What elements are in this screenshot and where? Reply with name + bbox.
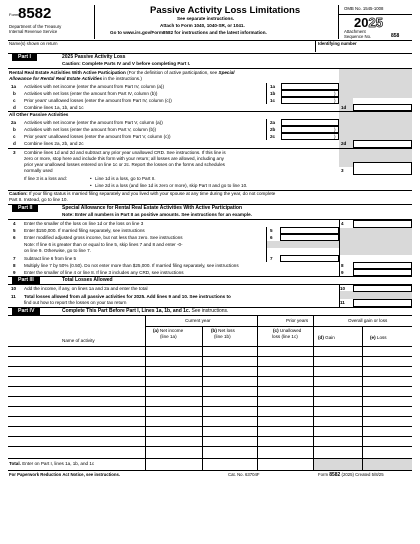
part-1-caution bbox=[62, 62, 190, 67]
part-2-note-2-line-2: on line 9. Otherwise, go to line 7. bbox=[24, 248, 91, 253]
line-1b-number: b bbox=[13, 91, 16, 96]
col-c-line-2: loss (line 1c) bbox=[272, 334, 298, 339]
line-2a-input[interactable] bbox=[281, 119, 339, 126]
line-8-text: Multiply line 7 by 50% (0.50). Do not enter more than $25,000. If married filing separately, see instructions bbox=[24, 263, 239, 268]
line-6-input[interactable] bbox=[280, 234, 339, 241]
line-3-text-3: prior year unallowed losses entered on line 1c or 2c. Report the losses on the forms and schedules bbox=[24, 162, 225, 167]
shade-col-4 bbox=[353, 149, 412, 162]
line-1a-text: Activities with net income (enter the amount from Part IV, column (a)) bbox=[24, 84, 164, 89]
shade-col-3 bbox=[353, 111, 412, 141]
tax-year bbox=[354, 16, 383, 29]
line-7-input[interactable] bbox=[280, 255, 339, 262]
total-bold: Total. bbox=[9, 461, 21, 466]
part-2-note: Note: Enter all numbers in Part II as positive amounts. See instructions for an example. bbox=[62, 212, 252, 217]
line-4-text: Enter the smaller of the loss on line 1d or the loss on line 3 bbox=[24, 221, 144, 226]
line-9-text: Enter the smaller of line 4 or line 8. If line 3 includes any CRD, see instructions bbox=[24, 270, 184, 275]
box-2b-label: 2b bbox=[270, 127, 276, 132]
line-1b-text: Activities with net loss (enter the amount from Part IV, column (b)) bbox=[24, 91, 158, 96]
line-3-text-1: Combine lines 1d and 2d and subtract any prior year unallowed CRD. See instructions. If this line is bbox=[24, 150, 226, 155]
paren-2c: ) bbox=[334, 134, 336, 139]
line-3-text-7: Line 2d is a loss (and line 1d is zero or more), skip Part II and go to line 10. bbox=[95, 183, 248, 188]
line-3-text-6: Line 1d is a loss, go to Part II. bbox=[95, 176, 156, 181]
box-9-label: 9 bbox=[341, 270, 344, 275]
line-6-text: Enter modified adjusted gross income, but not less than zero. See instructions bbox=[24, 235, 183, 240]
paren-2b: ) bbox=[334, 127, 336, 132]
part-2-title: Special Allowance for Rental Real Estate Activities With Active Participation bbox=[62, 205, 243, 211]
omb-number: OMB No. 1545-1008 bbox=[344, 6, 384, 11]
col-name-of-activity: Name of activity bbox=[62, 338, 95, 343]
table-row[interactable] bbox=[8, 406, 412, 407]
part-3-title: Total Losses Allowed bbox=[62, 277, 113, 283]
caution-2-line-1 bbox=[9, 192, 275, 197]
line-1d-number: d bbox=[13, 105, 16, 110]
table-row[interactable] bbox=[8, 356, 412, 357]
line-1b-input[interactable] bbox=[281, 90, 339, 97]
shade-part2-right bbox=[339, 228, 412, 255]
dept-line-1: Department of the Treasury bbox=[9, 24, 62, 29]
rental-heading-italic: Special bbox=[218, 70, 235, 75]
tax-year-prefix: 20 bbox=[354, 15, 369, 30]
identifying-number-input[interactable] bbox=[318, 46, 410, 52]
line-2d-input[interactable] bbox=[353, 140, 412, 148]
shade-part3 bbox=[339, 291, 412, 299]
form-number: 8582 bbox=[18, 5, 52, 22]
footer-cat-no: Cat. No. 63704F bbox=[228, 472, 260, 477]
line-6-number: 6 bbox=[13, 235, 16, 240]
caution-2-line-2: Part II. Instead, go to line 10. bbox=[9, 197, 68, 202]
table-row[interactable] bbox=[8, 386, 412, 387]
box-2d-label: 2d bbox=[341, 141, 347, 146]
form-title: Passive Activity Loss Limitations bbox=[150, 5, 301, 16]
sub-line-3: Go to www.irs.gov/Form8582 for instructions and the latest information. bbox=[110, 30, 267, 35]
rental-heading bbox=[9, 71, 235, 76]
tax-year-suffix: 25 bbox=[368, 15, 383, 30]
bullet-2: • bbox=[90, 183, 92, 188]
table-row[interactable] bbox=[8, 426, 412, 427]
col-a-line-2: (line 1a) bbox=[160, 334, 177, 339]
footer-form-number: 8582 bbox=[329, 472, 341, 478]
part-1-tag: Part I bbox=[12, 54, 37, 61]
line-2c-number: c bbox=[13, 134, 16, 139]
line-4-input[interactable] bbox=[353, 220, 412, 228]
line-8-input[interactable] bbox=[353, 262, 412, 269]
table-row[interactable] bbox=[8, 396, 412, 397]
box-3-label: 3 bbox=[341, 168, 344, 173]
rental-heading-2-italic: Allowance for Rental Real Estate Activities bbox=[9, 76, 103, 81]
paren-1c: ) bbox=[334, 98, 336, 103]
total-rest: Enter on Part I, lines 1a, 1b, and 1c bbox=[20, 461, 95, 466]
group-prior-years: Prior years bbox=[286, 318, 309, 323]
sub-line-2: Attach to Form 1040, 1040-SR, or 1041. bbox=[160, 23, 245, 28]
line-5-number: 5 bbox=[13, 228, 16, 233]
box-1c-label: 1c bbox=[270, 98, 276, 103]
bullet-1: • bbox=[90, 176, 92, 181]
line-2c-input[interactable] bbox=[281, 133, 339, 140]
box-5-label: 5 bbox=[270, 228, 273, 233]
table-row[interactable] bbox=[8, 366, 412, 367]
line-10-number: 10 bbox=[11, 286, 17, 291]
line-3-text-4: normally used bbox=[24, 168, 53, 173]
box-10-label: 10 bbox=[340, 286, 346, 291]
box-1d-label: 1d bbox=[341, 105, 347, 110]
table-row[interactable] bbox=[8, 446, 412, 447]
line-5-text: Enter $150,000. If married filing separately, see instructions bbox=[24, 228, 145, 233]
footer-paperwork: For Paperwork Reduction Act Notice, see instructions. bbox=[9, 472, 121, 477]
line-1c-number: c bbox=[13, 98, 16, 103]
line-8-number: 8 bbox=[13, 263, 16, 268]
box-6-label: 6 bbox=[270, 235, 273, 240]
sequence-label: Sequence No. bbox=[344, 34, 372, 39]
footer-form-rest: (2025) Created 5/8/25 bbox=[340, 472, 384, 477]
box-2a-label: 2a bbox=[270, 120, 276, 125]
group-current-year: Current year bbox=[185, 318, 211, 323]
line-2a-number: 2a bbox=[11, 120, 17, 125]
shade-col-1 bbox=[339, 69, 353, 167]
box-4-label: 4 bbox=[341, 221, 344, 226]
part-4-title bbox=[62, 309, 228, 314]
part-1-caution-text: Caution: Complete Parts IV and V before completing Part I. bbox=[62, 61, 191, 66]
line-2d-text: Combine lines 2a, 2b, and 2c bbox=[24, 141, 84, 146]
footer-form bbox=[318, 473, 384, 478]
attachment-label: Attachment bbox=[344, 29, 366, 34]
identifying-number-label: Identifying number bbox=[318, 41, 357, 46]
col-b-line-2: (line 1b) bbox=[214, 334, 231, 339]
line-1a-number: 1a bbox=[11, 84, 17, 89]
line-5-input[interactable] bbox=[280, 227, 339, 234]
caution-2-bold: Caution: bbox=[9, 191, 28, 196]
line-11-number: 11 bbox=[11, 294, 16, 299]
line-1a-input[interactable] bbox=[281, 83, 339, 90]
caution-2-text: If your filing status is married filing separately and you lived with your spouse at any time during the year, do not complete bbox=[28, 191, 276, 196]
line-1d-text: Combine lines 1a, 1b, and 1c bbox=[24, 105, 84, 110]
line-2c-text: Prior years' unallowed losses (enter the amount from Part V, column (c)) bbox=[24, 134, 171, 139]
part-4-tag: Part IV bbox=[12, 308, 40, 315]
box-11-label: 11 bbox=[340, 300, 345, 305]
table-row[interactable] bbox=[8, 376, 412, 377]
part-4-title-rest: See instructions. bbox=[190, 308, 229, 314]
line-3-input[interactable] bbox=[353, 162, 412, 175]
col-a-line-1: (a) Net income bbox=[153, 328, 184, 333]
shade-part2-note bbox=[266, 241, 280, 248]
line-10-input[interactable] bbox=[353, 285, 412, 292]
line-3-text-2: zero or more, stop here and include this form with your return; all losses are allowed, including any bbox=[24, 156, 224, 161]
table-row[interactable] bbox=[8, 416, 412, 417]
sub-line-1: See separate instructions. bbox=[177, 16, 235, 21]
line-9-input[interactable] bbox=[353, 269, 412, 276]
line-4-number: 4 bbox=[13, 221, 16, 226]
part-3-tag: Part III bbox=[12, 277, 40, 284]
sequence-number: 858 bbox=[391, 33, 400, 39]
line-2d-number: d bbox=[13, 141, 16, 146]
rental-heading-2-rest: in the instructions.) bbox=[102, 76, 142, 81]
line-7-text: Subtract line 6 from line 5 bbox=[24, 256, 77, 261]
shade-col-2 bbox=[353, 69, 412, 98]
line-9-number: 9 bbox=[13, 270, 16, 275]
line-1c-input[interactable] bbox=[281, 97, 339, 104]
line-1c-text: Prior years' unallowed losses (enter the amount from Part IV, column (c)) bbox=[24, 98, 172, 103]
col-b-line-1: (b) Net loss bbox=[211, 328, 235, 333]
col-c-line-1: (c) Unallowed bbox=[273, 328, 302, 333]
name-input[interactable] bbox=[9, 46, 311, 52]
line-2b-input[interactable] bbox=[281, 126, 339, 133]
part-1-title: 2025 Passive Activity Loss bbox=[62, 54, 126, 60]
other-passive-heading: All Other Passive Activities bbox=[9, 112, 69, 117]
rental-heading-bold: Rental Real Estate Activities With Active Participation bbox=[9, 70, 126, 75]
line-2a-text: Activities with net income (enter the amount from Part V, column (a)) bbox=[24, 120, 163, 125]
box-1a-label: 1a bbox=[270, 84, 276, 89]
col-e-header: (e) Loss bbox=[370, 335, 387, 340]
col-d-header: (d) Gain bbox=[318, 335, 335, 340]
paren-1b: ) bbox=[334, 91, 336, 96]
line-7-number: 7 bbox=[13, 256, 16, 261]
form-word: Form bbox=[9, 12, 19, 17]
line-3-number: 3 bbox=[13, 150, 16, 155]
box-2c-label: 2c bbox=[270, 134, 276, 139]
part-4-title-bold: Complete This Part Before Part I, Lines 1a, 1b, and 1c. bbox=[62, 308, 191, 314]
line-11-input[interactable] bbox=[353, 299, 412, 307]
line-1d-input[interactable] bbox=[353, 104, 412, 111]
box-1b-label: 1b bbox=[270, 91, 276, 96]
box-7-label: 7 bbox=[270, 256, 273, 261]
total-row-label bbox=[9, 462, 94, 467]
box-8-label: 8 bbox=[341, 263, 344, 268]
table-row[interactable] bbox=[8, 436, 412, 437]
line-10-text: Add the income, if any, on lines 1a and 2a and enter the total bbox=[24, 286, 148, 291]
line-11-text-1: Total losses allowed from all passive activities for 2025. Add lines 9 and 10. See instructions to bbox=[24, 294, 231, 299]
names-label: Name(s) shown on return bbox=[9, 41, 58, 46]
rental-heading-line-2 bbox=[9, 77, 142, 82]
part-2-tag: Part II bbox=[12, 205, 38, 212]
line-11-text-2: find out how to report the losses on your tax return bbox=[24, 300, 127, 305]
line-3-text-5: If line 3 is a loss and: bbox=[24, 176, 67, 181]
part-2-note-2-line-1: Note: If line 6 is greater than or equal to line 5, skip lines 7 and 8 and enter -0- bbox=[24, 242, 183, 247]
dept-line-2: Internal Revenue Service bbox=[9, 29, 58, 34]
footer-form-word: Form bbox=[318, 472, 330, 477]
shade-part2-note-field bbox=[280, 241, 339, 248]
line-2b-number: b bbox=[13, 127, 16, 132]
line-2b-text: Activities with net loss (enter the amount from Part V, column (b)) bbox=[24, 127, 157, 132]
group-overall: Overall gain or loss bbox=[348, 318, 388, 323]
rental-heading-rest: (For the definition of active participation, see bbox=[125, 70, 219, 75]
